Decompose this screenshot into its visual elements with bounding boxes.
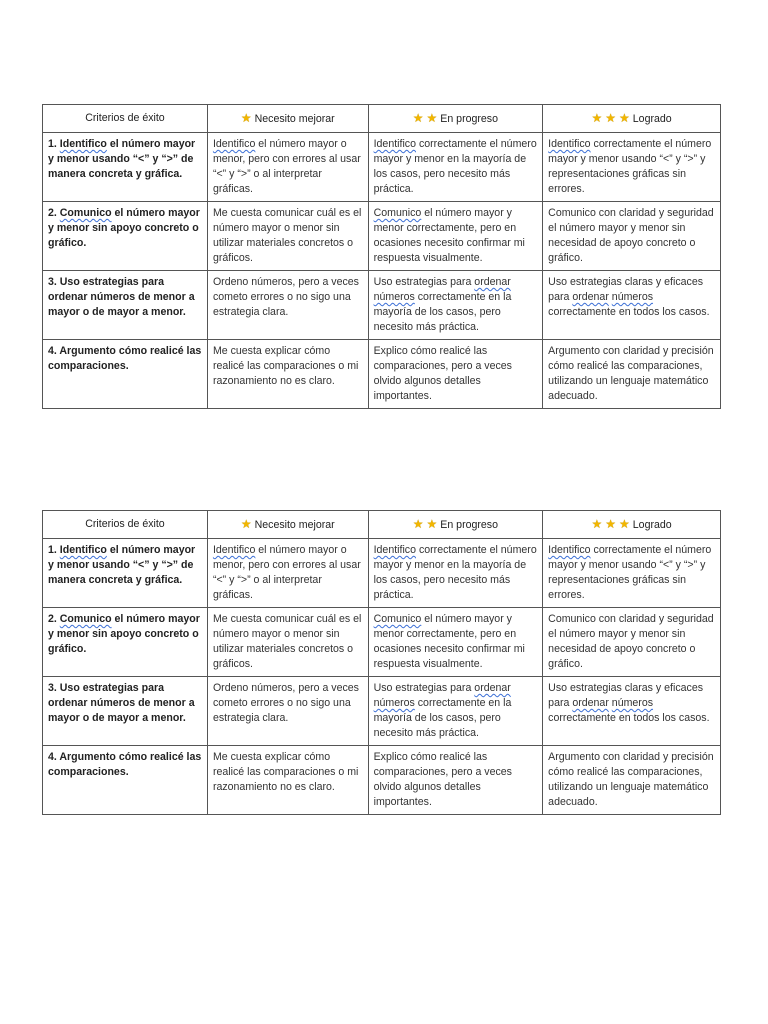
criterion-number: 2. (48, 207, 60, 219)
rubric-table (42, 510, 721, 815)
table-row (43, 133, 721, 202)
level-text: Uso estrategias para (373, 276, 475, 288)
table-row (43, 746, 721, 815)
spellcheck-word: Identifico (373, 138, 416, 150)
star-icon: ★ (412, 516, 423, 531)
level-3-cell (543, 133, 721, 202)
header-level-2 (368, 511, 543, 539)
level-text: Uso estrategias para (373, 682, 475, 694)
star-icon: ★ (619, 516, 629, 531)
spellcheck-word: Comunico (373, 207, 422, 219)
table-row (43, 202, 721, 271)
spellcheck-word: ordenar (572, 291, 609, 303)
level-text: correctamente el número mayor y menor usando “<” y “>” y representaciones gráficas sin errores. (548, 138, 712, 195)
star-icon: ★ (591, 516, 602, 531)
spellcheck-word: Identifico (548, 138, 591, 150)
level-text: el número mayor o menor, pero con errores al usar “<” y “>” o al interpretar gráficas. (212, 544, 361, 601)
spellcheck-word: números (611, 697, 654, 709)
criterion-cell: 4. Argumento cómo realicé las comparaciones. (43, 340, 208, 409)
spellcheck-word: Comunico (59, 207, 112, 219)
spellcheck-word: Identifico (373, 544, 416, 556)
spellcheck-word: números (611, 291, 654, 303)
level-text: correctamente en la mayoría de los casos, pero necesito más práctica. (373, 697, 512, 739)
rubric-table (42, 104, 721, 409)
spellcheck-word: ordenar (572, 697, 609, 709)
star-icon: ★ (412, 110, 423, 125)
level-1-cell: Me cuesta comunicar cuál es el número mayor o menor sin utilizar materiales concretos o gráficos. (207, 608, 368, 677)
star-icon: ★ (619, 110, 629, 125)
level-2-cell: Explico cómo realicé las comparaciones, pero a veces olvido algunos detalles importantes. (368, 340, 543, 409)
level-3-cell: Argumento con claridad y precisión cómo realicé las comparaciones, utilizando un lenguaje matemático adecuado. (543, 340, 721, 409)
level-2-cell (368, 539, 543, 608)
level-2-cell (368, 202, 543, 271)
level-text: correctamente en todos los casos. (548, 306, 710, 318)
level-text: el número mayor o menor, pero con errores al usar “<” y “>” o al interpretar gráficas. (212, 138, 361, 195)
star-icon: ★ (591, 110, 602, 125)
spellcheck-word: Comunico (59, 613, 112, 625)
level-text: Uso estrategias claras y eficaces para (548, 682, 704, 709)
spellcheck-word: Identifico (212, 544, 256, 556)
spellcheck-word: ordenar (474, 682, 511, 694)
criterion-cell (43, 202, 208, 271)
criterion-cell: 4. Argumento cómo realicé las comparaciones. (43, 746, 208, 815)
header-level-2-label: En progreso (440, 112, 498, 125)
level-text: correctamente el número mayor y menor en la mayoría de los casos, pero necesito más práctica. (373, 138, 537, 195)
criterion-text: el número mayor y menor sin apoyo concreto o gráfico. (48, 613, 200, 655)
spellcheck-word: números (373, 291, 415, 303)
criterion-cell: 3. Uso estrategias para ordenar números de menor a mayor o de mayor a menor. (43, 271, 208, 340)
star-icon: ★ (240, 516, 251, 531)
star-icon: ★ (240, 110, 251, 125)
criterion-text: el número mayor y menor usando “<” y “>” de manera concreta y gráfica. (48, 544, 196, 586)
spellcheck-word: Comunico (373, 613, 422, 625)
level-3-cell: Comunico con claridad y seguridad el número mayor y menor sin necesidad de apoyo concreto o gráfico. (543, 608, 721, 677)
header-level-3-label: Logrado (632, 518, 672, 531)
table-row (43, 271, 721, 340)
star-icon: ★ (426, 110, 437, 125)
header-level-2-label: En progreso (440, 518, 498, 531)
criterion-text: el número mayor y menor sin apoyo concreto o gráfico. (48, 207, 200, 249)
spellcheck-word: Identifico (548, 544, 591, 556)
level-3-cell (543, 539, 721, 608)
level-1-cell (207, 539, 368, 608)
star-icon: ★ (605, 516, 616, 531)
header-level-1 (207, 511, 368, 539)
level-text: correctamente en todos los casos. (548, 712, 710, 724)
spellcheck-word: números (373, 697, 415, 709)
level-text: correctamente en la mayoría de los casos, pero necesito más práctica. (373, 291, 512, 333)
level-text: el número mayor y menor correctamente, pero en ocasiones necesito confirmar mi respuesta visualmente. (373, 613, 525, 670)
criterion-cell (43, 539, 208, 608)
level-3-cell (543, 271, 721, 340)
header-level-3 (543, 511, 721, 539)
spellcheck-word: Identifico (59, 138, 107, 150)
criterion-cell (43, 608, 208, 677)
level-2-cell (368, 133, 543, 202)
header-criteria: Criterios de éxito (43, 105, 208, 133)
spellcheck-word: Identifico (212, 138, 256, 150)
criterion-number: 1. (48, 544, 60, 556)
header-criteria: Criterios de éxito (43, 511, 208, 539)
level-2-cell: Explico cómo realicé las comparaciones, pero a veces olvido algunos detalles importantes. (368, 746, 543, 815)
table-header-row (43, 511, 721, 539)
level-1-cell: Ordeno números, pero a veces cometo errores o no sigo una estrategia clara. (207, 271, 368, 340)
criterion-text: el número mayor y menor usando “<” y “>” de manera concreta y gráfica. (48, 138, 196, 180)
level-3-cell: Comunico con claridad y seguridad el número mayor y menor sin necesidad de apoyo concreto o gráfico. (543, 202, 721, 271)
level-text: Uso estrategias claras y eficaces para (548, 276, 704, 303)
table-row (43, 608, 721, 677)
level-2-cell (368, 271, 543, 340)
level-2-cell (368, 608, 543, 677)
table-row (43, 340, 721, 409)
criterion-cell: 3. Uso estrategias para ordenar números de menor a mayor o de mayor a menor. (43, 677, 208, 746)
criterion-number: 2. (48, 613, 60, 625)
level-2-cell (368, 677, 543, 746)
header-level-1-label: Necesito mejorar (254, 518, 335, 531)
header-level-2 (368, 105, 543, 133)
header-level-3 (543, 105, 721, 133)
level-text: el número mayor y menor correctamente, pero en ocasiones necesito confirmar mi respuesta visualmente. (373, 207, 525, 264)
header-level-3-label: Logrado (632, 112, 672, 125)
spellcheck-word: ordenar (474, 276, 511, 288)
criterion-number: 1. (48, 138, 60, 150)
level-1-cell (207, 133, 368, 202)
level-3-cell: Argumento con claridad y precisión cómo realicé las comparaciones, utilizando un lenguaje matemático adecuado. (543, 746, 721, 815)
level-text: correctamente el número mayor y menor en la mayoría de los casos, pero necesito más práctica. (373, 544, 537, 601)
header-level-1-label: Necesito mejorar (254, 112, 335, 125)
spellcheck-word: Identifico (59, 544, 107, 556)
level-1-cell: Ordeno números, pero a veces cometo errores o no sigo una estrategia clara. (207, 677, 368, 746)
level-1-cell: Me cuesta explicar cómo realicé las comparaciones o mi razonamiento no es claro. (207, 340, 368, 409)
level-3-cell (543, 677, 721, 746)
star-icon: ★ (426, 516, 437, 531)
level-1-cell: Me cuesta comunicar cuál es el número mayor o menor sin utilizar materiales concretos o gráficos. (207, 202, 368, 271)
table-row (43, 539, 721, 608)
table-row (43, 677, 721, 746)
star-icon: ★ (605, 110, 616, 125)
header-level-1 (207, 105, 368, 133)
level-1-cell: Me cuesta explicar cómo realicé las comparaciones o mi razonamiento no es claro. (207, 746, 368, 815)
criterion-cell (43, 133, 208, 202)
table-header-row (43, 105, 721, 133)
level-text: correctamente el número mayor y menor usando “<” y “>” y representaciones gráficas sin errores. (548, 544, 712, 601)
